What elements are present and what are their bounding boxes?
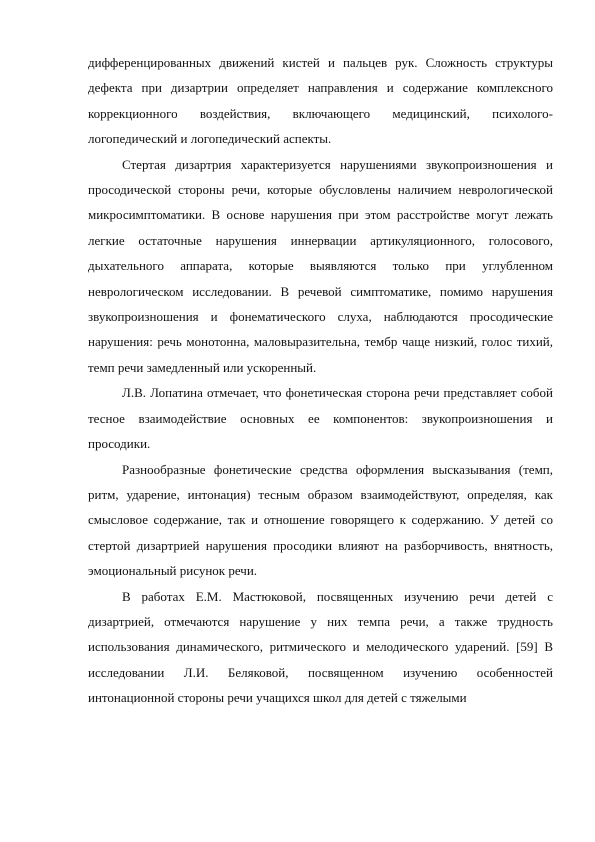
paragraph-1: дифференцированных движений кистей и пальцев рук. Сложность структуры дефекта при дизартрии определяет направления и содержание комплексного коррекционного воздействия, включающего медицинский, психолого-логопедический и логопедический аспекты. — [88, 55, 553, 147]
body-text — [88, 50, 553, 711]
paragraph-2: Стертая дизартрия характеризуется нарушениями звукопроизношения и просодической стороны речи, которые обусловлены наличием неврологической микросимптоматики. В основе нарушения при этом расстройстве могут лежать легкие остаточные нарушения иннервации артикуляционного, голосового, дыхательного аппарата, которые выявляются только при углубленном неврологическом исследовании. В речевой симптоматике, помимо нарушения звукопроизношения и фонематического слуха, наблюдаются просодические нарушения: речь монотонна, маловыразительна, тембр чаще низкий, голос тихий, темп речи замедленный или ускоренный. — [88, 156, 553, 375]
paragraph-5: В работах Е.М. Мастюковой, посвященных изучению речи детей с дизартрией, отмечаются нарушение у них темпа речи, а также трудность использования динамического, ритмического и мелодического ударений. [59] В исследовании Л.И. Беляковой, посвященном изучению особенностей интонационной стороны речи учащихся школ для детей с тяжелыми — [88, 588, 553, 706]
paragraph-4: Разнообразные фонетические средства оформления высказывания (темп, ритм, ударение, интонация) тесным образом взаимодействуют, определяя, как смысловое содержание, так и отношение говорящего к содержанию. У детей со стертой дизартрией нарушения просодики влияют на разборчивость, внятность, эмоциональный рисунок речи. — [88, 461, 553, 579]
paragraph-3: Л.В. Лопатина отмечает, что фонетическая сторона речи представляет собой тесное взаимодействие основных ее компонентов: звукопроизношения и просодики. — [88, 385, 553, 452]
